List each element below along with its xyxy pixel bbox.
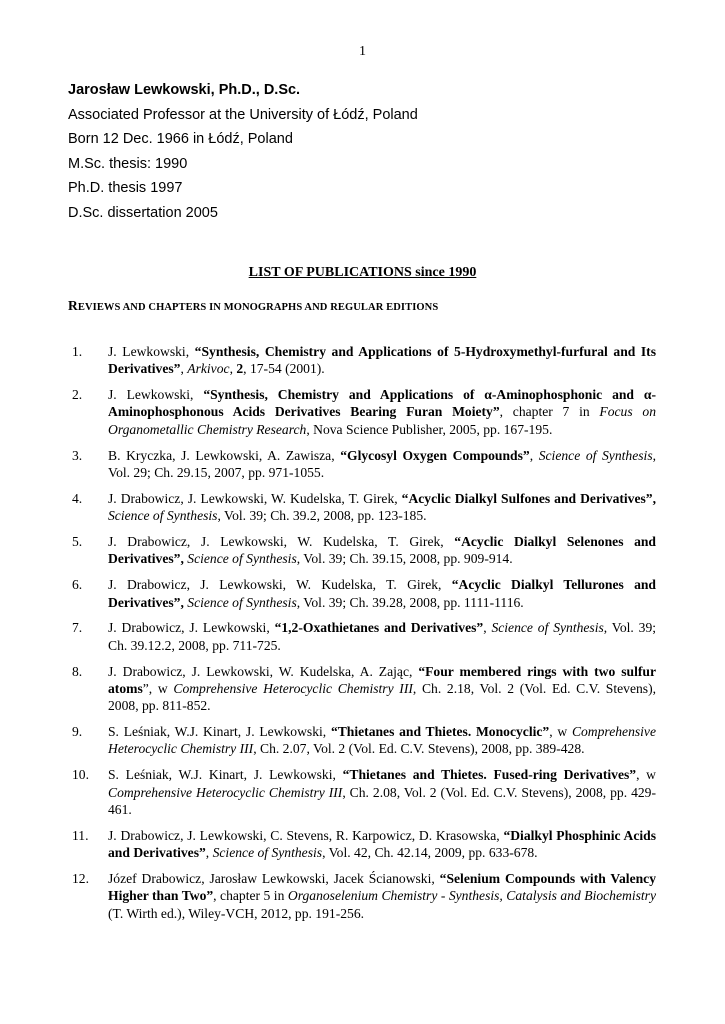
publication-separator: , chapter 7 in — [499, 404, 600, 420]
publication-number: 2. — [72, 387, 83, 403]
publication-source: Science of Synthesis — [187, 551, 297, 567]
publication-number: 9. — [72, 724, 83, 740]
publication-title: “Four membered rings with two sulfur atoms — [108, 663, 656, 696]
section-heading-initial: R — [68, 298, 78, 313]
section-heading-rest: EVIEWS AND CHAPTERS IN MONOGRAPHS AND REGULAR EDITIONS — [77, 302, 439, 313]
publication-title: “1,2-Oxathietanes and Derivatives” — [274, 620, 484, 636]
publication-title: “Acyclic Dialkyl Selenones and Derivatives”, — [108, 534, 656, 567]
publication-source: Focus on Organometallic Chemistry Research — [108, 404, 656, 437]
list-title: LIST OF PUBLICATIONS since 1990 — [248, 265, 477, 280]
publication-item — [0, 723, 725, 758]
publication-details: , Vol. 39; Ch. 39.28, 2008, pp. 1111-1116. — [296, 594, 524, 610]
publication-title: “Acyclic Dialkyl Sulfones and Derivatives”, — [401, 490, 656, 506]
publication-separator: , chapter 5 in — [213, 888, 288, 904]
publication-title: “Glycosyl Oxygen Compounds” — [340, 447, 530, 463]
publication-authors: J. Drabowicz, J. Lewkowski, — [108, 620, 275, 636]
publication-title: “Dialkyl Phosphinic Acids and Derivatives” — [108, 827, 656, 861]
publication-details: , Vol. 39; Ch. 39.15, 2008, pp. 909-914. — [296, 551, 513, 567]
page-number: 1 — [359, 44, 366, 59]
publication-authors: J. Drabowicz, J. Lewkowski, W. Kudelska, T. Girek, — [108, 534, 455, 550]
phd-thesis: Ph.D. thesis 1997 — [68, 180, 183, 197]
publication-separator: ”, w — [142, 680, 174, 696]
publication-details: , Vol. 29; Ch. 29.15, 2007, pp. 971-1055. — [108, 447, 657, 480]
section-heading — [68, 298, 438, 314]
publication-text — [108, 490, 656, 525]
publication-text — [108, 723, 656, 758]
publication-item — [0, 827, 725, 862]
author-header — [68, 80, 658, 228]
author-birth: Born 12 Dec. 1966 in Łódź, Poland — [68, 131, 293, 148]
publication-authors: J. Lewkowski, — [108, 344, 195, 359]
publication-title: “Synthesis, Chemistry and Applications of α-Aminophosphonic and α-Aminophosphonous Acids Derivatives Bearing Furan Moiety” — [108, 387, 656, 420]
publication-authors: J. Drabowicz, J. Lewkowski, C. Stevens, R. Karpowicz, D. Krasowska, — [108, 827, 504, 843]
publication-details: , Vol. 39; Ch. 39.12.2, 2008, pp. 711-725. — [108, 620, 657, 653]
publication-details: , 17-54 (2001). — [243, 361, 325, 377]
publication-separator: , — [483, 620, 492, 636]
publication-number: 10. — [72, 767, 89, 783]
publication-number: 4. — [72, 490, 83, 506]
dsc-dissertation: D.Sc. dissertation 2005 — [68, 204, 218, 221]
publication-title: “Thietanes and Thietes. Fused-ring Derivatives” — [342, 767, 637, 783]
publication-separator: , — [205, 845, 213, 861]
publication-item — [0, 870, 725, 922]
msc-thesis: M.Sc. thesis: 1990 — [68, 155, 188, 172]
publication-authors: S. Leśniak, W.J. Kinart, J. Lewkowski, — [108, 724, 331, 740]
publication-authors: J. Drabowicz, J. Lewkowski, W. Kudelska, T. Girek, — [108, 490, 402, 506]
publication-source: Comprehensive Heterocyclic Chemistry III — [108, 784, 343, 800]
publication-authors: J. Drabowicz, J. Lewkowski, W. Kudelska, T. Girek, — [108, 577, 452, 593]
publication-source: Science of Synthesis — [212, 845, 323, 861]
publication-source: Science of Synthesis — [491, 620, 604, 636]
publication-text — [108, 870, 656, 922]
publication-title: “Thietanes and Thietes. Monocyclic” — [330, 724, 550, 740]
publication-number: 6. — [72, 577, 83, 593]
publication-separator: , w — [549, 724, 572, 740]
publication-item — [0, 576, 725, 611]
publication-authors: B. Kryczka, J. Lewkowski, A. Zawisza, — [108, 447, 341, 463]
publication-item — [0, 447, 725, 482]
publication-source: Science of Synthesis — [187, 594, 297, 610]
publication-text — [108, 386, 656, 438]
publication-item — [0, 619, 725, 654]
publication-separator: , w — [636, 767, 656, 783]
author-position: Associated Professor at the University of Łódź, Poland — [68, 106, 418, 123]
publication-title: “Selenium Compounds with Valency Higher than Two” — [108, 870, 656, 904]
publication-authors: J. Drabowicz, J. Lewkowski, W. Kudelska, A. Zając, — [108, 663, 419, 679]
publication-details: , Nova Science Publisher, 2005, pp. 167-195. — [306, 421, 553, 437]
publication-authors: Józef Drabowicz, Jarosław Lewkowski, Jacek Ścianowski, — [108, 870, 440, 886]
publication-title: “Acyclic Dialkyl Tellurones and Derivatives”, — [108, 577, 656, 610]
publication-number: 3. — [72, 447, 83, 463]
publication-authors: S. Leśniak, W.J. Kinart, J. Lewkowski, — [108, 767, 343, 783]
publication-text — [108, 533, 656, 568]
publication-item — [0, 490, 725, 525]
publication-number: 12. — [72, 870, 89, 886]
publication-volume: 2 — [236, 361, 244, 377]
publication-source: Comprehensive Heterocyclic Chemistry III — [173, 680, 413, 696]
publication-separator: , — [229, 361, 237, 377]
publication-source: Science of Synthesis — [108, 508, 218, 524]
publication-text — [108, 827, 656, 862]
publication-number: 5. — [72, 534, 83, 550]
publication-details: (T. Wirth ed.), Wiley-VCH, 2012, pp. 191-256. — [108, 905, 365, 921]
publication-text — [108, 663, 656, 715]
publication-item — [0, 533, 725, 568]
publication-details: , Ch. 2.07, Vol. 2 (Vol. Ed. C.V. Stevens), 2008, pp. 389-428. — [253, 741, 585, 757]
publication-details: , Ch. 2.18, Vol. 2 (Vol. Ed. C.V. Stevens), 2008, pp. 811-852. — [108, 680, 657, 714]
publication-text — [108, 343, 656, 378]
publication-item — [0, 766, 725, 818]
publication-separator: , — [529, 447, 539, 463]
publication-text — [108, 766, 656, 818]
publication-item — [0, 343, 725, 378]
publication-details: , Ch. 2.08, Vol. 2 (Vol. Ed. C.V. Stevens), 2008, pp. 429-461. — [108, 784, 656, 817]
publication-item — [0, 386, 725, 438]
publication-title: “Synthesis, Chemistry and Applications of 5-Hydroxymethyl-furfural and Its Derivatives” — [108, 344, 656, 377]
publication-source: Organoselenium Chemistry - Synthesis, Catalysis and Biochemistry — [287, 888, 656, 904]
publication-number: 7. — [72, 620, 83, 636]
publication-number: 11. — [72, 827, 89, 843]
publication-text — [108, 447, 656, 482]
publication-text — [108, 576, 656, 611]
publication-source: Comprehensive Heterocyclic Chemistry III — [108, 724, 656, 757]
publication-text — [108, 619, 656, 654]
publication-details: , Vol. 42, Ch. 42.14, 2009, pp. 633-678. — [322, 845, 538, 861]
publication-source: Arkivoc — [187, 361, 230, 377]
publication-separator: , — [180, 361, 188, 377]
author-name: Jarosław Lewkowski, Ph.D., D.Sc. — [68, 82, 301, 98]
publication-number: 8. — [72, 663, 83, 679]
publication-list — [0, 343, 725, 930]
publication-authors: J. Lewkowski, — [108, 387, 204, 403]
publication-details: , Vol. 39; Ch. 39.2, 2008, pp. 123-185. — [217, 508, 427, 524]
publication-number: 1. — [72, 344, 83, 359]
publication-source: Science of Synthesis — [538, 447, 653, 463]
publication-item — [0, 663, 725, 715]
